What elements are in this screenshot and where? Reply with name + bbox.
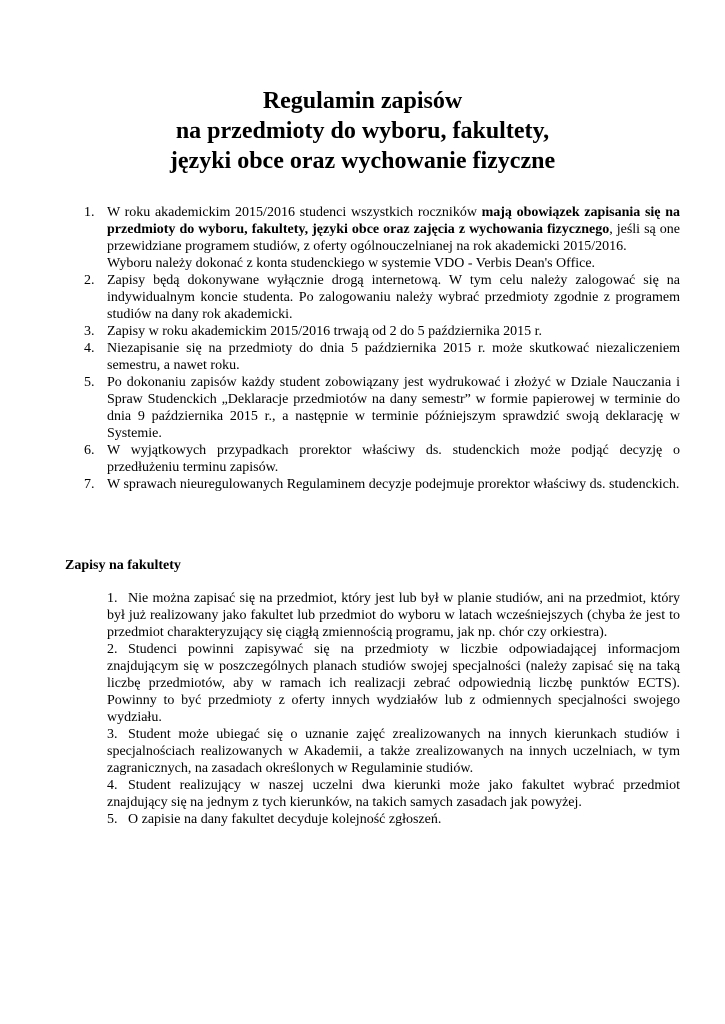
fakultety-item-5 (107, 811, 680, 828)
rule-item-3 (84, 323, 680, 340)
rule-item-5 (84, 374, 680, 442)
rule-text-extra: Wyboru należy dokonać z konta studenckiego w systemie VDO - Verbis Dean's Office. (107, 256, 596, 271)
rules-list (84, 204, 680, 493)
fakultety-number: 2. (107, 642, 118, 657)
fakultety-text: Student może ubiegać się o uznanie zajęć zrealizowanych na innych kierunkach studiów i specjalnościach realizowanych w Akademii, a także zrealizowanych na innych uczelniach, w tym zagranicznych, na zasadach określonych w Regulaminie studiów. (107, 727, 680, 776)
title-line-2: na przedmioty do wyboru, fakultety, (175, 118, 550, 144)
fakultety-number: 5. (107, 812, 118, 827)
rule-text (107, 204, 680, 255)
rule-number: 6. (84, 443, 95, 458)
rule-text-part: , jeśli są one przewidziane programem studiów, z oferty ogólnouczelnianej na rok akademicki 2015/2016. (107, 222, 680, 254)
fakultety-item-1 (107, 590, 680, 641)
fakultety-text: O zapisie na dany fakultet decyduje kolejność zgłoszeń. (128, 812, 442, 827)
rule-text: Po dokonaniu zapisów każdy student zobowiązany jest wydrukować i złożyć w Dziale Nauczania i Spraw Studenckich „Deklaracje przedmiotów na dany semestr” w formie papierowej w terminie do dnia 9 października 2015 r., a następnie w terminie późniejszym sprawdzić swoją deklarację w Systemie. (107, 375, 680, 441)
fakultety-item-3 (107, 726, 680, 777)
rule-number: 7. (84, 477, 95, 492)
rule-number: 1. (84, 205, 95, 220)
rule-number: 4. (84, 341, 95, 356)
rule-item-2 (84, 272, 680, 323)
document-title (0, 86, 725, 176)
fakultety-item-4 (107, 777, 680, 811)
fakultety-text: Nie można zapisać się na przedmiot, który jest lub był w planie studiów, ani na przedmiot, który był już realizowany jako fakultet lub przedmiot do wyboru w latach wcześniejszych (chyba że jest to przedmiot charakteryzujący się ciągłą zmiennością programu, jak np. chór czy orkiestra). (107, 591, 680, 640)
fakultety-item-2 (107, 641, 680, 726)
rule-number: 3. (84, 324, 95, 339)
rule-item-1 (84, 204, 680, 272)
rule-text: Niezapisanie się na przedmioty do dnia 5 października 2015 r. może skutkować niezaliczeniem semestru, a nawet roku. (107, 341, 680, 373)
fakultety-text: Student realizujący w naszej uczelni dwa kierunki może jako fakultet wybrać przedmiot znajdujący się na jednym z tych kierunków, na takich samych zasadach jak powyżej. (107, 778, 680, 810)
rule-text: W wyjątkowych przypadkach prorektor właściwy ds. studenckich może podjąć decyzję o przedłużeniu terminu zapisów. (107, 443, 680, 475)
rule-number: 2. (84, 273, 95, 288)
fakultety-number: 4. (107, 778, 118, 793)
fakultety-number: 1. (107, 591, 118, 606)
rule-item-6 (84, 442, 680, 476)
rule-text: W sprawach nieuregulowanych Regulaminem decyzje podejmuje prorektor właściwy ds. studenckich. (107, 477, 680, 492)
title-line-3: języki obce oraz wychowanie fizyczne (169, 148, 556, 174)
section-heading: Zapisy na fakultety (65, 558, 181, 573)
rule-text-bold: mają obowiązek zapisania się na przedmioty do wyboru, fakultety, języki obce oraz zajęcia z wychowania fizycznego (107, 205, 680, 237)
fakultety-text: Studenci powinni zapisywać się na przedmioty w liczbie odpowiadającej informacjom znajdującym się w poszczególnych planach studiów swojej specjalności (należy zapisać się na taką liczbę przedmiotów, aby w ramach ich realizacji zebrać odpowiednią liczbę punktów ECTS). Powinny to być przedmioty z oferty innych wydziałów lub z odmiennych specjalności swojego wydziału. (107, 642, 680, 725)
fakultety-list (107, 590, 680, 828)
rule-text-part: W roku akademickim 2015/2016 studenci wszystkich roczników (107, 205, 482, 220)
title-line-1: Regulamin zapisów (262, 88, 463, 114)
rule-text: Zapisy będą dokonywane wyłącznie drogą internetową. W tym celu należy zalogować się na indywidualnym koncie studenta. Po zalogowaniu należy wybrać przedmioty zgodnie z programem studiów na dany rok akademicki. (107, 273, 680, 322)
fakultety-number: 3. (107, 727, 118, 742)
rule-item-7 (84, 476, 680, 493)
rule-item-4 (84, 340, 680, 374)
rule-text: Zapisy w roku akademickim 2015/2016 trwają od 2 do 5 października 2015 r. (107, 324, 543, 339)
rule-number: 5. (84, 375, 95, 390)
